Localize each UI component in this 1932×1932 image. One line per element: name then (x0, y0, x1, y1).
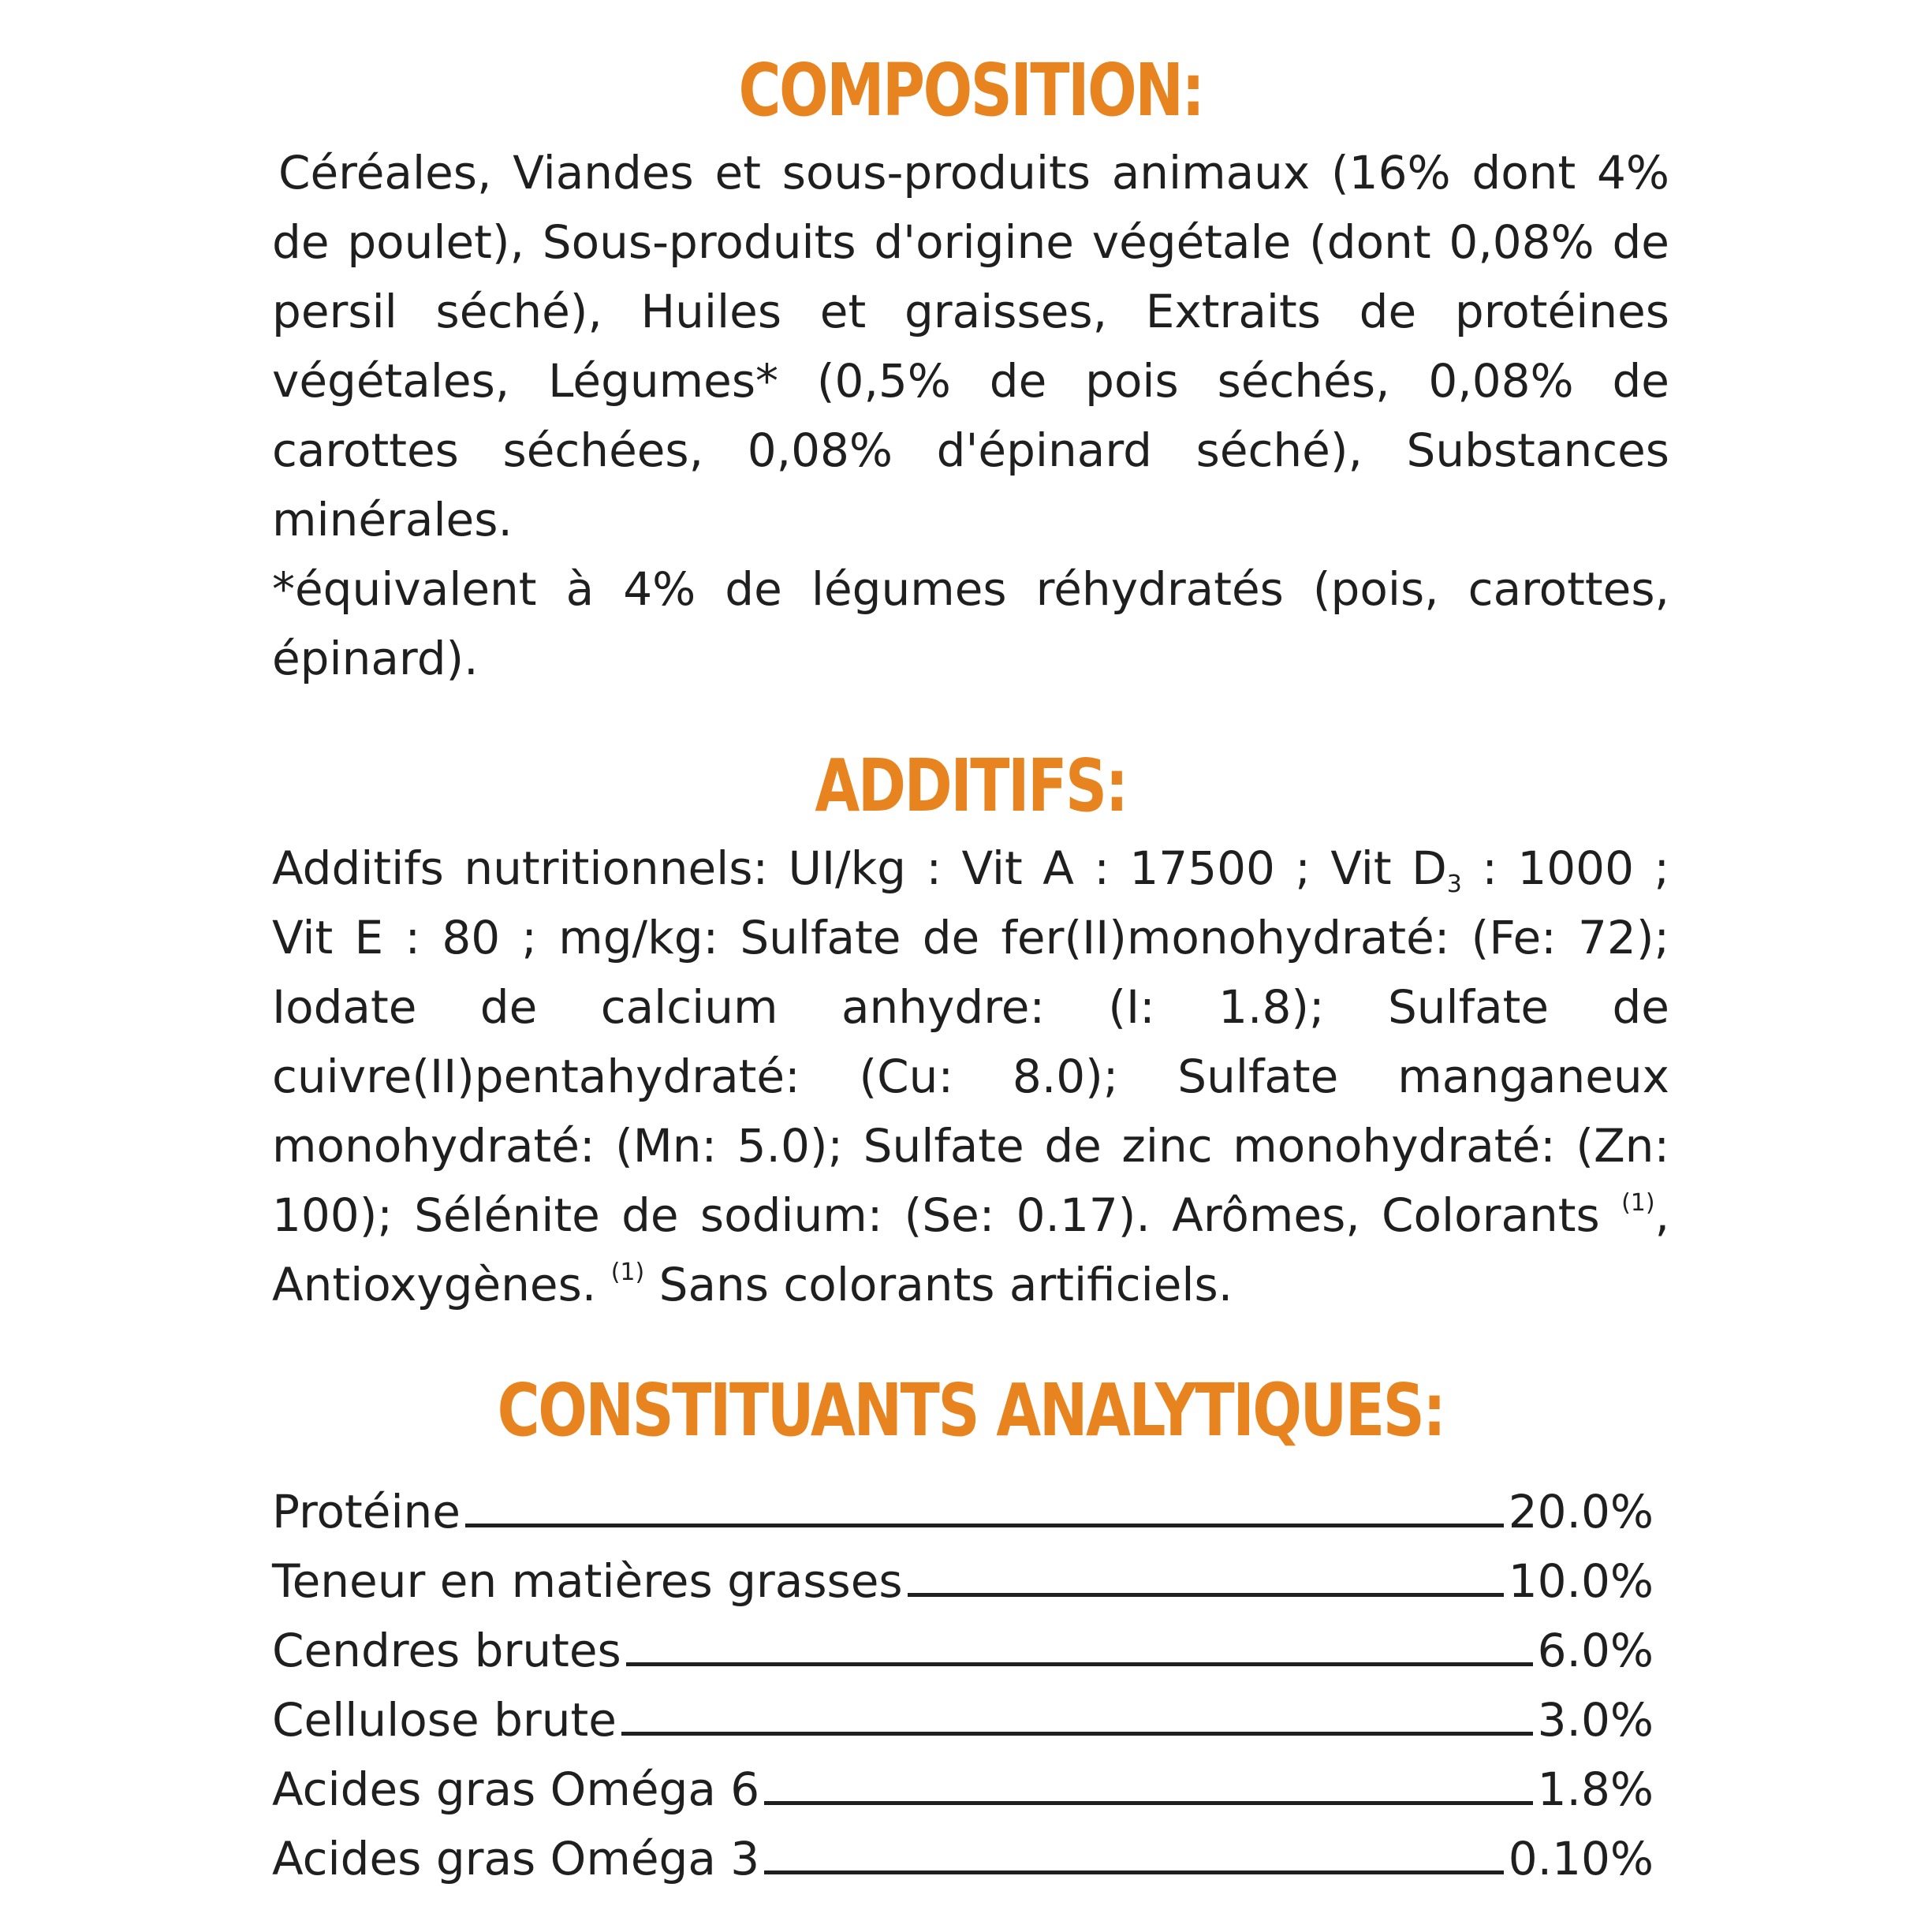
leader-line (764, 1870, 1504, 1874)
row-label: Teneur en matières grasses (272, 1554, 903, 1608)
composition-text: Céréales, Viandes et sous-produits animaux (16% dont 4% de poulet), Sous-produits d'origine végétale (dont 0,08% de persil séché), Huiles et graisses, Extraits de protéines végétales, Légumes* (0,5% de pois séchés, 0,08% de carottes séchées, 0,08% d'épinard séché), Substances minérales. (272, 146, 1669, 546)
row-label: Protéine (272, 1485, 461, 1539)
row-value: 6.0% (1537, 1624, 1654, 1677)
additifs-text-part1: Additifs nutritionnels: UI/kg : Vit A : 17500 ; Vit D (272, 841, 1447, 895)
row-value: 3.0% (1537, 1693, 1654, 1747)
vitamin-d3-subscript: 3 (1446, 871, 1462, 898)
leader-line (465, 1524, 1504, 1527)
table-row (272, 1469, 1654, 1539)
row-value: 10.0% (1508, 1554, 1654, 1608)
row-value: 1.8% (1537, 1762, 1654, 1816)
constituants-heading: CONSTITUANTS ANALYTIQUES: (497, 1368, 1445, 1453)
composition-heading: COMPOSITION: (738, 48, 1203, 132)
table-row (272, 1816, 1654, 1885)
row-value: 20.0% (1508, 1485, 1654, 1539)
constituants-table (272, 1469, 1654, 1885)
additifs-text-part3: , Antioxygènes. (272, 1188, 1669, 1311)
additifs-text-part2: : 1000 ; Vit E : 80 ; mg/kg: Sulfate de fer(II)monohydraté: (Fe: 72); Iodate de calcium anhydre: (I: 1.8); Sulfate de cuivre(II)pentahydraté: (Cu: 8.0); Sulfate manganeux monohydraté: (Mn: 5.0); Sulfate de zinc monohydraté: (Zn: 100); Sélénite de sodium: (Se: 0.17). Arômes, Colorants (272, 841, 1670, 1242)
row-label: Acides gras Oméga 3 (272, 1832, 760, 1885)
leader-line (764, 1801, 1532, 1805)
row-label: Cellulose brute (272, 1693, 617, 1747)
table-row (272, 1677, 1654, 1747)
table-row (272, 1747, 1654, 1816)
label-panel (272, 43, 1669, 1885)
row-value: 0.10% (1508, 1832, 1654, 1885)
leader-line (621, 1732, 1533, 1736)
footnote-marker-colorants: (1) (1621, 1189, 1655, 1217)
row-label: Acides gras Oméga 6 (272, 1762, 760, 1816)
additifs-text (272, 834, 1669, 1319)
row-label: Cendres brutes (272, 1624, 621, 1677)
composition-footnote: *équivalent à 4% de légumes réhydratés (pois, carottes, épinard). (272, 562, 1669, 685)
leader-line (626, 1662, 1533, 1666)
footnote-marker-antioxygenes: (1) (610, 1259, 645, 1286)
leader-line (908, 1593, 1504, 1597)
table-row (272, 1539, 1654, 1608)
additifs-text-part4: Sans colorants artificiels. (644, 1258, 1233, 1311)
table-row (272, 1608, 1654, 1677)
additifs-heading: ADDITIFS: (815, 744, 1127, 828)
